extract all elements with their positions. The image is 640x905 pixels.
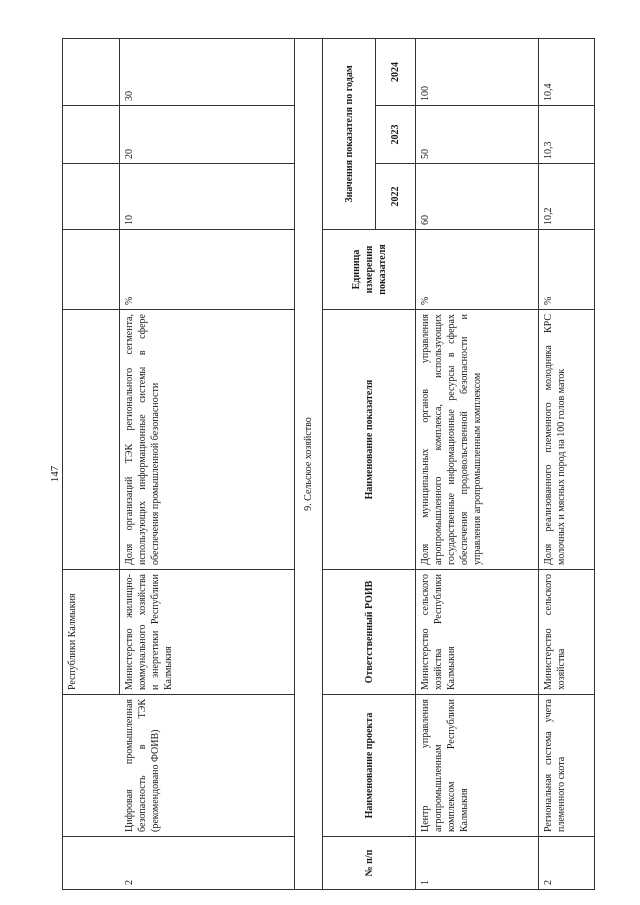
prev-row2-num: 2: [120, 836, 295, 889]
page-number: 147: [49, 465, 61, 483]
row1-num: 1: [416, 836, 539, 889]
header-values-by-year: Значения показателя по годам: [323, 39, 376, 229]
header-year-2023: 2023: [376, 105, 416, 163]
row1-2023: 50: [416, 105, 539, 163]
prev-row2-2024: 30: [120, 39, 295, 105]
row2-project-name: Региональная система учета племенного скота: [539, 694, 594, 836]
prev-tail-indicator-empty: [63, 309, 120, 569]
prev-tail-2022-empty: [63, 163, 120, 229]
prev-row2-2023: 20: [120, 105, 295, 163]
header-unit: Единица измерения показателя: [323, 229, 416, 309]
prev-tail-2024-empty: [63, 39, 120, 105]
row2-2022: 10,2: [539, 163, 594, 229]
header-num: № п/п: [323, 836, 416, 889]
section-title: 9. Сельское хозяйство: [295, 39, 323, 889]
prev-tail-2023-empty: [63, 105, 120, 163]
header-indicator-name: Наименование показателя: [323, 309, 416, 569]
prev-row2-unit: %: [120, 229, 295, 309]
prev-row2-indicator: Доля организаций ТЭК регионального сегмента, использующих информационные системы в сфере обеспечения промышленной безопасности: [120, 309, 295, 569]
row1-responsible-org: Министерство сельского хозяйства Республики Калмыкия: [416, 569, 539, 694]
row2-num: 2: [539, 836, 594, 889]
row1-unit: %: [416, 229, 539, 309]
indicators-table: [62, 38, 595, 890]
prev-row2-2022: 10: [120, 163, 295, 229]
row1-2024: 100: [416, 39, 539, 105]
prev-row2-name: Цифровая промышленная безопасность в ТЭК (рекомендовано ФОИВ): [120, 694, 295, 836]
header-year-2022: 2022: [376, 163, 416, 229]
header-responsible-org: Ответственный РОИВ: [323, 569, 416, 694]
prev-tail-unit-empty: [63, 229, 120, 309]
row1-2022: 60: [416, 163, 539, 229]
row2-2024: 10,4: [543, 83, 554, 101]
prev-tail-org: Республики Калмыкия: [63, 569, 120, 694]
header-project-name: Наименование проекта: [323, 694, 416, 836]
row2-responsible-org: Министерство сельского хозяйства: [539, 569, 594, 694]
row2-indicator: Доля реализованного племенного молодняка КРС молочных и мясных пород на 100 голов маток: [539, 309, 594, 569]
row1-indicator: Доля муниципальных органов управления агропромышленного комплекса, использующих государственные информационные ресурсы в сферах обеспечения продовольственной безопасности и управления агропромышленным комплексом: [416, 309, 539, 569]
prev-row2-org: Министерство жилищно-коммунального хозяйства и энергетики Республики Калмыкия: [120, 569, 295, 694]
row1-project-name: Центр управления агропромышленным комплексом Республики Калмыкия: [416, 694, 539, 836]
row2-unit: %: [539, 229, 594, 309]
header-year-2024: 2024: [376, 39, 416, 105]
row2-2023: 10,3: [539, 105, 594, 163]
